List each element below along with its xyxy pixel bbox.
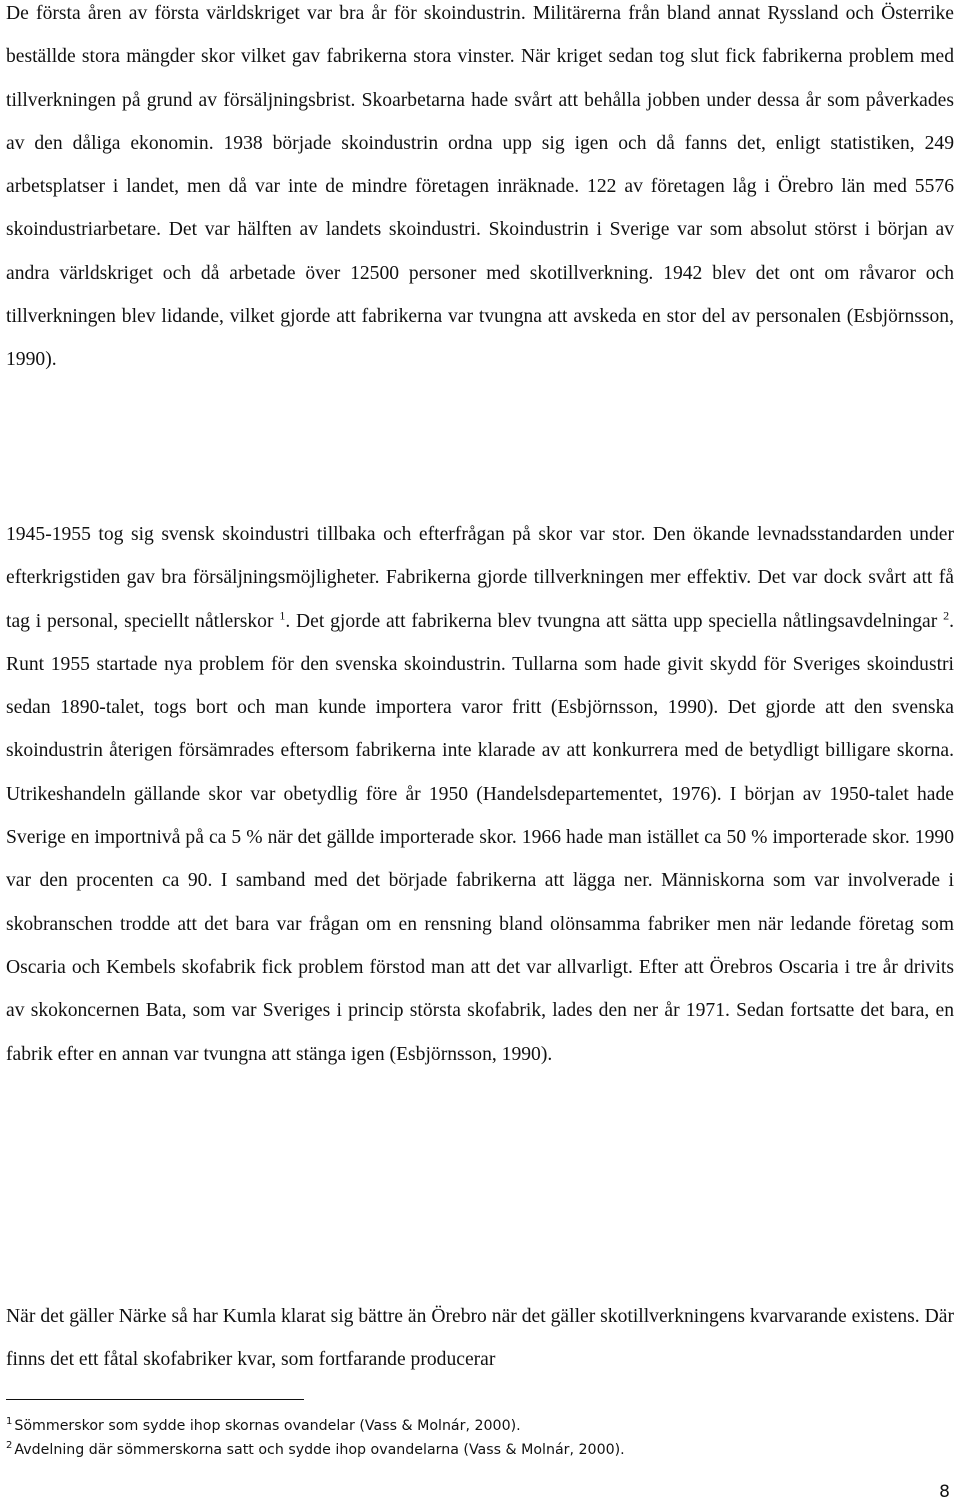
paragraph-1: De första åren av första världskriget var bra år för skoindustrin. Militärerna från bland annat Ryssland och Österrike beställde stora mängder skor vilket gav fabrikerna stora vinster. När kriget sedan tog slut fick fabrikerna problem med tillverkningen på grund av försäljningsbrist. Skoarbetarna hade svårt att behålla jobben under dessa år som påverkades av den dåliga ekonomin. 1938 började skoindustrin ordna upp sig igen och då fanns det, enligt statistiken, 249 arbetsplatser i landet, men då var inte de mindre företagen inräknade. 122 av företagen låg i Örebro län med 5576 skoindustriarbetare. Det var hälften av landets skoindustri. Skoindustrin i Sverige var som absolut störst i början av andra världskriget och då arbetade över 12500 personer med skotillverkning. 1942 blev det ont om råvaror och tillverkningen blev lidande, vilket gjorde att fabrikerna var tvungna att avskeda en stor del av personalen (Esbjörnsson, 1990). <box>6 3 954 371</box>
footnote-1 <box>6 1414 954 1438</box>
footnote-2 <box>6 1438 954 1462</box>
paragraph-3: När det gäller Närke så har Kumla klarat sig bättre än Örebro när det gäller skotillverkningens kvarvarande existens. Där finns det ett fåtal skofabriker kvar, som fortfarande producerar <box>6 1306 954 1371</box>
paragraph-2-part-2: . Det gjorde att fabrikerna blev tvungna att sätta upp speciella nåtlingsavdelningar <box>285 610 944 632</box>
footnote-ref-1: 1 <box>279 608 286 623</box>
footnote-text-1: Sömmerskor som sydde ihop skornas ovandelar (Vass & Molnár, 2000). <box>14 1418 521 1434</box>
paragraph-2 <box>6 513 954 1076</box>
footnote-text-2: Avdelning där sömmerskorna satt och sydde ihop ovandelarna (Vass & Molnár, 2000). <box>14 1442 625 1458</box>
footnote-ref-2: 2 <box>943 608 950 623</box>
paragraph-2-part-3: . Runt 1955 startade nya problem för den svenska skoindustrin. Tullarna som hade givit skydd för Sveriges skoindustri sedan 1890-talet, togs bort och man kunde importera varor fritt (Esbjörnsson, 1990). Det gjorde att den svenska skoindustrin återigen försämrades eftersom fabrikerna inte klarade av att konkurrera med de betydligt billigare skorna. Utrikeshandeln gällande skor var obetydlig före år 1950 (Handelsdepartementet, 1976). I början av 1950-talet hade Sverige en importnivå på ca 5 % när det gällde importerade skor. 1966 hade man istället ca 50 % importerade skor. 1990 var den procenten ca 90. I samband med det började fabrikerna att lägga ner. Människorna som var involverade i skobranschen trodde att det bara var frågan om en rensning bland olönsamma fabriker men när ledande företag som Oscaria och Kembels skofabrik fick problem förstod man att det var allvarligt. Efter att Örebros Oscaria i tre år drivits av skokoncernen Bata, som var Sveriges i princip största skofabrik, lades den ner år 1971. Sedan fortsatte det bara, en fabrik efter en annan var tvungna att stänga igen (Esbjörnsson, 1990). <box>6 610 954 1065</box>
footnote-separator <box>6 1399 304 1400</box>
footnote-number-2: 2 <box>6 1440 13 1452</box>
footnote-number-1: 1 <box>6 1416 13 1428</box>
page-number: 8 <box>939 1482 950 1502</box>
footnotes <box>6 1414 954 1462</box>
document-page <box>6 0 954 1509</box>
paragraph-2-part-1: 1945-1955 tog sig svensk skoindustri tillbaka och efterfrågan på skor var stor. Den ökande levnadsstandarden under efterkrigstiden gav bra försäljningsmöjligheter. Fabrikerna gjorde tillverkningen mer effektiv. Det var dock svårt att få tag i personal, speciellt nåtlerskor <box>6 524 954 632</box>
